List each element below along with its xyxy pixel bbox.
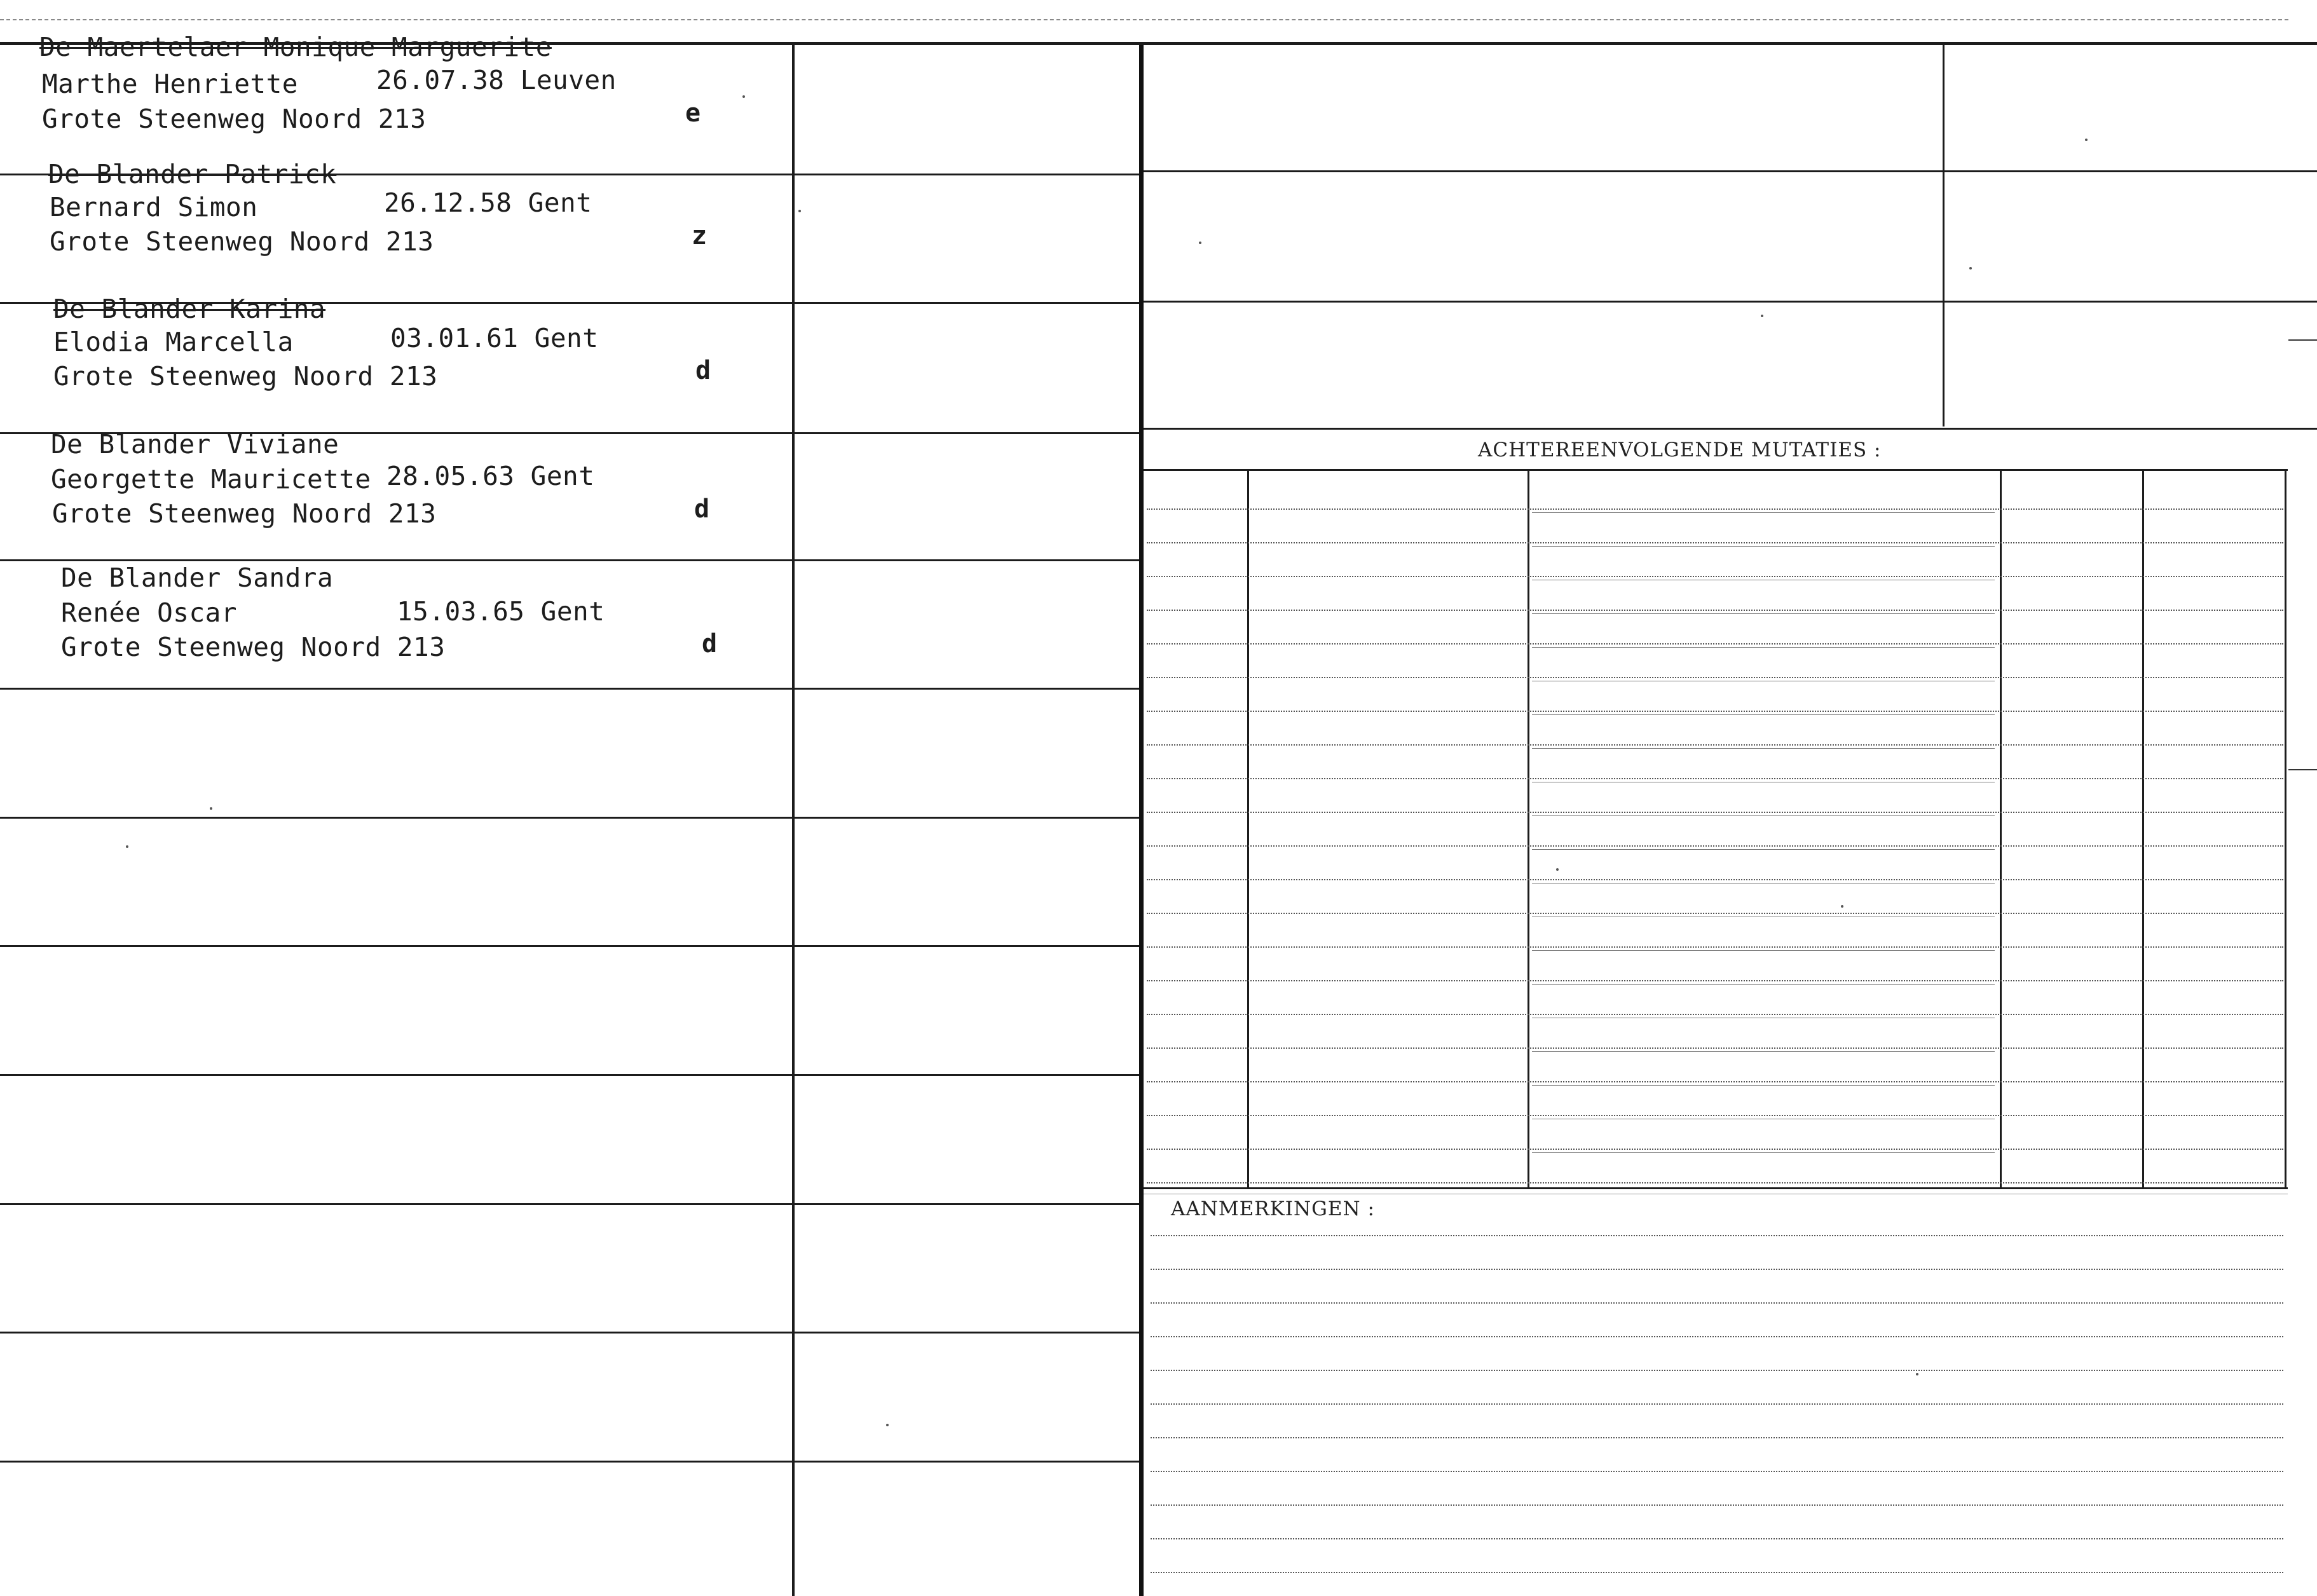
mutation-row-rule [1532,1085,1995,1086]
mutation-row-line [1147,643,2283,645]
mutations-bottom-line [1144,1187,2288,1189]
entry-code: d [702,629,718,658]
mutation-row-line [1147,711,2283,712]
entry-name-line: De Blander Karina [53,294,326,324]
mutation-row-line [1147,1115,2283,1116]
speck [742,95,745,98]
entry-name-line: De Blander Viviane [51,429,339,460]
mutations-heading: ACHTEREENVOLGENDE MUTATIES : [1478,439,1882,461]
upper-box-line [1144,170,2317,172]
mutation-row-rule [1532,849,1995,850]
remarks-line [1151,1572,2283,1573]
mutation-row-line [1147,744,2283,746]
speck [1969,267,1972,269]
entry-code: z [692,221,707,250]
upper-box-line [1144,428,2317,430]
mutation-row-line [1147,946,2283,948]
remarks-line [1151,1302,2283,1304]
mutation-row-rule [1532,1152,1995,1153]
row-line [0,945,1139,947]
remarks-line [1151,1504,2283,1506]
row-line [0,1203,1139,1205]
entry-address: Grote Steenweg Noord 213 [42,104,427,134]
row-line [0,817,1139,819]
entry-birth: 15.03.65 Gent [397,596,605,627]
mutation-row-line [1147,677,2283,678]
entry-birth: 26.07.38 Leuven [376,65,617,95]
remarks-line [1151,1235,2283,1236]
mutation-row-rule [1532,1051,1995,1052]
remarks-heading: AANMERKINGEN : [1171,1197,1375,1220]
mutation-row-line [1147,508,2283,510]
mutation-row-rule [1532,512,1995,513]
mutation-row-line [1147,778,2283,779]
entry-code: d [694,494,710,524]
entry-address: Grote Steenweg Noord 213 [53,361,438,392]
remarks-line [1151,1403,2283,1405]
entry-birth: 26.12.58 Gent [384,188,592,218]
mutation-row-line [1147,980,2283,981]
mutation-row-line [1147,542,2283,543]
edge-tick [2288,769,2317,770]
speck [1761,315,1763,317]
mutation-row-rule [1532,714,1995,715]
mutation-row-rule [1532,950,1995,951]
upper-box-line [1144,301,2317,303]
remarks-line [1151,1336,2283,1337]
remarks-line [1151,1437,2283,1438]
row-line [0,559,1139,561]
center-divider [1139,45,1144,1596]
mutations-col-line [2285,470,2286,1189]
top-smudge-line [0,19,2288,20]
speck [2085,139,2088,141]
mutations-top-line [1144,469,2288,471]
entry-birth: 28.05.63 Gent [386,461,595,491]
speck [798,210,801,212]
remarks-line [1151,1538,2283,1539]
mutation-row-line [1147,576,2283,577]
entry-first-names: Marthe Henriette [42,69,298,99]
speck [210,807,212,810]
mutation-row-rule [1532,984,1995,985]
upper-right-divider [1943,45,1945,426]
mutation-row-line [1147,1014,2283,1015]
entry-address: Grote Steenweg Noord 213 [52,498,437,529]
mutation-row-rule [1532,647,1995,648]
mutation-row-line [1147,812,2283,813]
mutation-row-line [1147,879,2283,880]
row-line [0,1074,1139,1076]
mutation-row-rule [1532,815,1995,816]
remarks-line [1151,1269,2283,1270]
entry-first-names: Elodia Marcella [53,327,294,357]
mutation-row-line [1147,1182,2283,1183]
entry-first-names: Bernard Simon [50,192,258,222]
entry-code: d [695,356,711,385]
row-line [0,688,1139,690]
mutation-row-rule [1532,546,1995,547]
mutation-row-line [1147,913,2283,914]
mutation-row-line [1147,1149,2283,1150]
speck [1841,905,1843,908]
mutation-row-line [1147,610,2283,611]
entry-name-line: De Maertelaer Monique Marguerite [39,32,552,62]
entry-first-names: Renée Oscar [61,597,238,628]
entry-address: Grote Steenweg Noord 213 [50,226,434,257]
remarks-line [1151,1370,2283,1371]
entry-birth: 03.01.61 Gent [390,323,599,353]
edge-tick [2288,339,2317,341]
row-line [0,1332,1139,1333]
left-column-divider [792,45,795,1596]
mutation-row-rule [1532,748,1995,749]
speck [126,845,128,848]
entry-first-names: Georgette Mauricette [51,464,371,494]
mutation-row-rule [1532,613,1995,614]
speck [1916,1373,1918,1375]
remarks-line [1151,1471,2283,1472]
entry-name-line: De Blander Sandra [61,563,334,593]
row-line [0,1461,1139,1463]
mutation-row-line [1147,1081,2283,1082]
mutation-row-line [1147,1047,2283,1049]
entry-code: e [685,99,701,128]
entry-address: Grote Steenweg Noord 213 [61,632,446,662]
speck [1199,242,1201,244]
entry-name-line: De Blander Patrick [48,159,337,189]
speck [886,1424,889,1426]
speck [1556,868,1559,871]
mutation-row-line [1147,845,2283,847]
